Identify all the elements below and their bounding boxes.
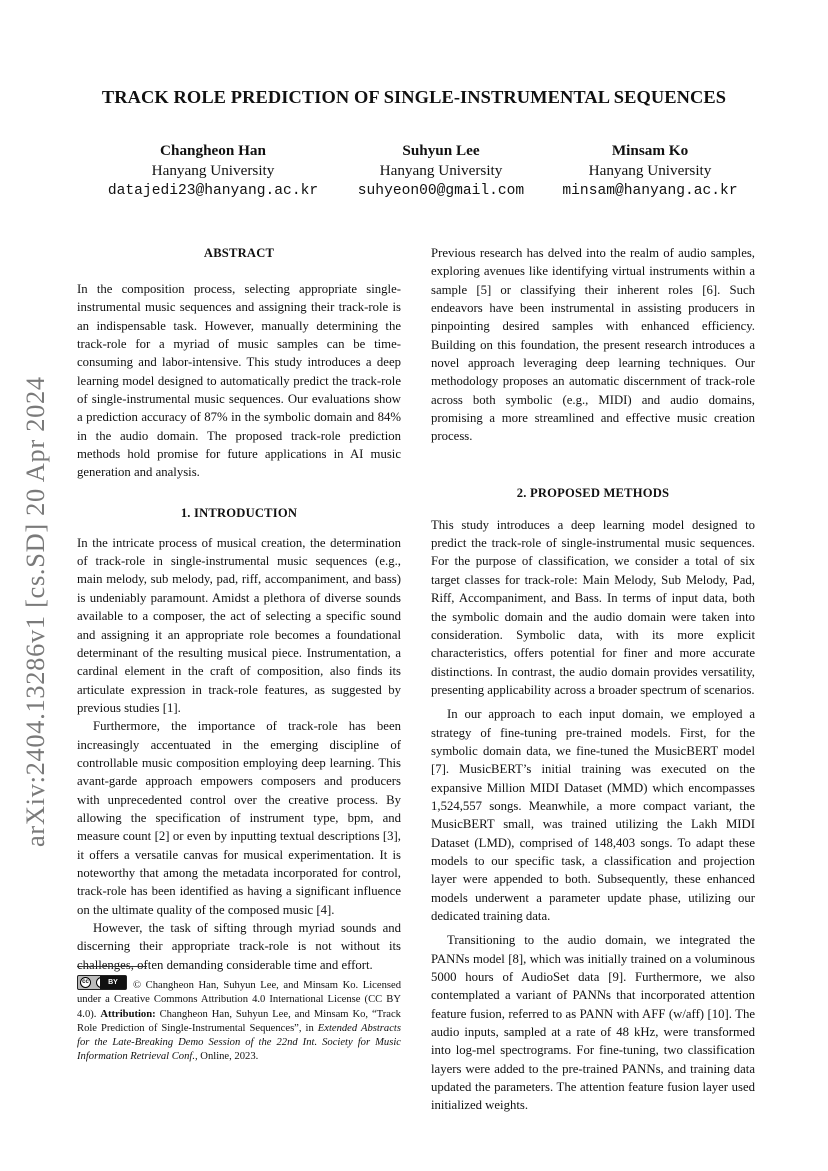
methods-heading: 2. PROPOSED METHODS [516,485,670,500]
attribution-label: Attribution: [100,1008,156,1020]
footnote-rule [77,966,147,967]
author-affiliation: Hanyang University [379,162,503,179]
license-footnote [77,975,401,1065]
attribution-text: Changheon Han, Suhyun Lee, and Minsam Ko, “Track Role Prediction of Single-Instrumental Sequences”, in [77,1008,401,1034]
author-name: Changheon Han [160,142,266,159]
author-email: datajedi23@hanyang.ac.kr [107,183,319,199]
author-email: minsam@hanyang.ac.kr [562,183,738,199]
author-affiliation: Hanyang University [588,162,712,179]
arxiv-stamp [20,367,50,847]
abstract-text: In the composition process, selecting appropriate single-instrumental music sequences and assigning their track-role is an indispensable task. However, manually determining the track-role for a myriad of music samples can be time-consuming and labor-intensive. This study introduces a deep learning model designed to automatically predict the track-role of single-instrumental music sequences. Our evaluations show a prediction accuracy of 87% in the symbolic domain and 84% in the audio domain. The proposed track-role prediction methods hold promise for future applications in AI music generation and analysis. [77,282,401,480]
introduction-heading: 1. INTRODUCTION [180,505,298,520]
author-name: Minsam Ko [611,142,689,159]
left-column [77,244,401,974]
author-3 [510,141,790,201]
methods-paragraph-1: This study introduces a deep learning model designed to predict the track-role of single-instrumental music sequences. For the purpose of classification, we consider a total of six target classes for track-role: Main Melody, Sub Melody, Pad, Riff, Accompaniment, and Bass. In terms of input data, both the symbolic domain and the audio domain were taken into consideration. Symbolic data, with its more explicit characteristics, offers potential for finer and more accurate distinctions. In contrast, the audio domain provides versatility, presenting applicability across a broader spectrum of scenarios. [431,517,755,697]
by-label: BY [100,976,126,989]
arxiv-stamp-text: arXiv:2404.13286v1 [cs.SD] 20 Apr 2024 [20,376,50,847]
methods-paragraph-2: In our approach to each input domain, we employed a strategy of fine-tuning pre-trained models. First, for the symbolic domain data, we fine-tuned the MusicBERT model [7]. MusicBERT’s initial training was executed on the expansive Million MIDI Dataset (MMD) which encompasses 1,524,557 songs. Meanwhile, a more compact variant, the MusicBERT small, was trained utilizing the Lakh MIDI Dataset (LMD), comprised of 148,403 songs. To adapt these models to our specific task, a classification and projection layer were appended to both. Subsequently, these enhanced models underwent a parameter update phase, utilizing our dedicated training data. [431,707,755,923]
introduction-paragraph-2: Furthermore, the importance of track-role has been increasingly accentuated in the emerging discipline of controllable music composition employing deep learning. This avant-garde approach empowers composers and producers with unprecedented control over the creative process. By allowing the specification of instrument type, bpm, and measure count [2] or even by inputting textual descriptions [3], it offers a versatile canvas for musical experimentation. It is noteworthy that among the metadata incorporated for control, track-role has been identified as having a significant influence on the ultimate quality of the composed music [4]. [77,719,401,917]
license-text [77,975,401,1065]
author-email: suhyeon00@gmail.com [357,183,525,199]
author-name: Suhyun Lee [402,142,480,159]
abstract-heading: ABSTRACT [203,246,275,260]
methods-paragraph-3: Transitioning to the audio domain, we integrated the PANNs model [8], which was initially trained on a voluminous 5000 hours of AudioSet data [9]. Furthermore, we also contemplated a variant of PANNs that incorporated attention feature fusion, referred to as PANN with AFF (w/aff) [10]. The audio inputs, sampled at a rate of 48 kHz, were transformed into log-mel spectrograms. For fine-tuning, two classification layers were added to the pre-trained PANNs, and training data updated the parameters. The attention feature fusion layer used initialized weights. [431,933,755,1113]
author-affiliation: Hanyang University [151,162,275,179]
right-column [431,244,755,1115]
paper-title: TRACK ROLE PREDICTION OF SINGLE-INSTRUMENTAL SEQUENCES [101,87,727,107]
introduction-paragraph-3: However, the task of sifting through myriad sounds and discerning their appropriate track-role is not without its challenges, often demanding considerable time and effort. [77,921,401,972]
attribution-end: Online, 2023. [200,1051,259,1063]
author-block [0,141,828,207]
cc-icon: cc [80,977,91,988]
license-copyright: © Changheon Han, Suhyun Lee, and Minsam Ko. Licensed under a Creative Commons Attribution 4.0 International License (CC BY 4.0). [77,980,401,1020]
introduction-paragraph-1: In the intricate process of musical creation, the determination of track-role in single-instrumental music sequences (e.g., main melody, sub melody, pad, riff, accompaniment, and bass) is undeniably paramount. Amidst a plethora of diverse sounds available to a composer, the act of selecting a specific sound and assigning it an appropriate role becomes a foundational determinant of the resulting musical piece. Instrumentation, a cardinal element in the craft of composition, also finds its articulate expression in track-role features, as suggested by previous studies [1]. [77,535,401,715]
attribution-venue: Extended Abstracts for the Late-Breaking Demo Session of the 22nd Int. Society for Music Information Retrieval Conf., [77,1022,401,1063]
introduction-continuation: Previous research has delved into the realm of audio samples, exploring avenues like identifying virtual instruments within a sample [5] or classifying their inherent roles [6]. Such endeavors have been instrumental in assisting producers in pinpointing desired samples with enhanced efficiency. Building on this foundation, the present research introduces a novel approach leveraging deep learning techniques. Our methodology proposes an automatic discernment of track-role across both symbolic (e.g., MIDI) and audio domains, promising a more streamlined and effective music creation process. [431,246,755,444]
cc-by-license-icon [77,975,127,990]
